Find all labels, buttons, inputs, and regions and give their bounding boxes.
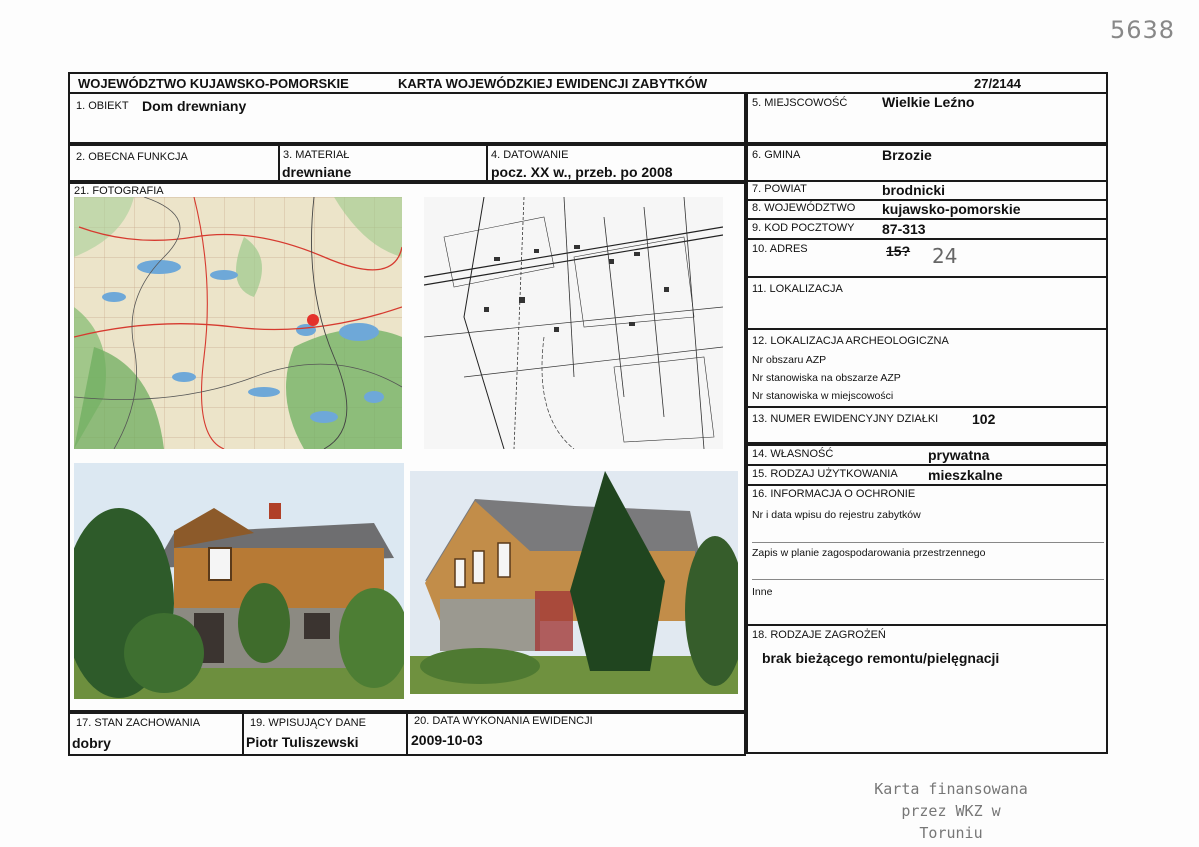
field-label: 11. LOKALIZACJA (752, 283, 843, 295)
field-data (406, 712, 746, 756)
archeo-line-2: Nr stanowiska na obszarze AZP (752, 372, 901, 384)
field-label: 4. DATOWANIE (491, 149, 569, 161)
uzytkowanie-value: mieszkalne (928, 467, 1003, 483)
field-label: 21. FOTOGRAFIA (74, 185, 164, 197)
field-miejscowosc (746, 92, 1108, 144)
field-label: 7. POWIAT (752, 183, 807, 195)
kod-value: 87-313 (882, 221, 926, 237)
field-label: 9. KOD POCZTOWY (752, 222, 855, 234)
field-label: 20. DATA WYKONANIA EWIDENCJI (414, 715, 593, 727)
field-label: 6. GMINA (752, 149, 801, 161)
field-uzytkowanie (746, 464, 1108, 486)
field-wojewodztwo (746, 199, 1108, 220)
card-number: 27/2144 (974, 76, 1021, 91)
field-label: 18. RODZAJE ZAGROŻEŃ (752, 629, 886, 641)
field-dzialka (746, 406, 1108, 444)
archive-number: 5638 (1110, 16, 1176, 44)
field-archeologia (746, 328, 1108, 408)
dzialka-value: 102 (972, 411, 996, 427)
card-title: KARTA WOJEWÓDZKIEJ EWIDENCJI ZABYTKÓW (398, 76, 708, 91)
zagrozenia-value: brak bieżącego remontu/pielęgnacji (762, 650, 1000, 666)
house-photo-front (410, 471, 738, 694)
house-photo-side (74, 463, 404, 699)
ochrona-line-3: Inne (752, 586, 773, 598)
field-label: 14. WŁASNOŚĆ (752, 448, 834, 460)
financing-line-1: Karta finansowana (874, 780, 1028, 798)
financing-line-2: przez WKZ w Toruniu (901, 802, 1001, 842)
archeo-line-1: Nr obszaru AZP (752, 354, 827, 366)
adres-handwritten-value: 24 (932, 244, 958, 268)
gmina-value: Brzozie (882, 147, 932, 163)
material-value: drewniane (282, 164, 352, 180)
obiekt-value: Dom drewniany (142, 98, 247, 114)
field-kod (746, 218, 1108, 240)
topographic-map (74, 197, 402, 449)
field-adres (746, 238, 1108, 278)
adres-struck-value: 15? (886, 243, 911, 259)
ochrona-line-1: Nr i data wpisu do rejestru zabytków (752, 509, 921, 521)
field-label: 5. MIEJSCOWOŚĆ (752, 97, 848, 109)
data-value: 2009-10-03 (411, 732, 483, 748)
field-ochrona (746, 484, 1108, 626)
cadastral-map (424, 197, 723, 449)
field-wlasnosc (746, 444, 1108, 466)
cadastral-map-graphic (424, 197, 723, 449)
wpisujacy-value: Piotr Tuliszewski (246, 734, 359, 750)
field-stan (68, 712, 244, 756)
powiat-value: brodnicki (882, 182, 946, 198)
wojewodztwo-value: kujawsko-pomorskie (882, 201, 1021, 217)
field-label: 2. OBECNA FUNKCJA (76, 151, 188, 163)
field-lokalizacja (746, 276, 1108, 330)
field-zagrozenia (746, 624, 1108, 754)
field-funkcja (68, 144, 280, 182)
field-obiekt (68, 92, 746, 144)
region-title: WOJEWÓDZTWO KUJAWSKO-POMORSKIE (78, 76, 349, 91)
field-label: 17. STAN ZACHOWANIA (76, 717, 201, 729)
field-label: 16. INFORMACJA O OCHRONIE (752, 488, 916, 500)
wlasnosc-value: prywatna (928, 447, 990, 463)
header-row (68, 72, 1108, 94)
field-label: 1. OBIEKT (76, 100, 129, 112)
ochrona-line-2: Zapis w planie zagospodarowania przestrzennego (752, 547, 986, 559)
field-label: 15. RODZAJ UŻYTKOWANIA (752, 468, 898, 480)
field-material (278, 144, 488, 182)
field-datowanie (486, 144, 746, 182)
field-label: 19. WPISUJĄCY DANE (250, 717, 366, 729)
field-wpisujacy (242, 712, 408, 756)
stan-value: dobry (72, 735, 111, 751)
field-label: 13. NUMER EWIDENCYJNY DZIAŁKI (752, 413, 939, 425)
house-photo-2-graphic (410, 471, 738, 694)
field-powiat (746, 180, 1108, 201)
house-photo-1-graphic (74, 463, 404, 699)
field-gmina (746, 144, 1108, 182)
field-label: 12. LOKALIZACJA ARCHEOLOGICZNA (752, 335, 949, 347)
ochrona-divider (752, 542, 1104, 543)
field-label: 3. MATERIAŁ (283, 149, 350, 161)
financing-stamp (866, 778, 1036, 844)
archeo-line-3: Nr stanowiska w miejscowości (752, 390, 894, 402)
field-label: 8. WOJEWÓDZTWO (752, 202, 856, 214)
topo-map-graphic (74, 197, 402, 449)
datowanie-value: pocz. XX w., przeb. po 2008 (491, 164, 673, 180)
field-label: 10. ADRES (752, 243, 808, 255)
miejscowosc-value: Wielkie Leźno (882, 94, 975, 110)
ochrona-divider (752, 579, 1104, 580)
